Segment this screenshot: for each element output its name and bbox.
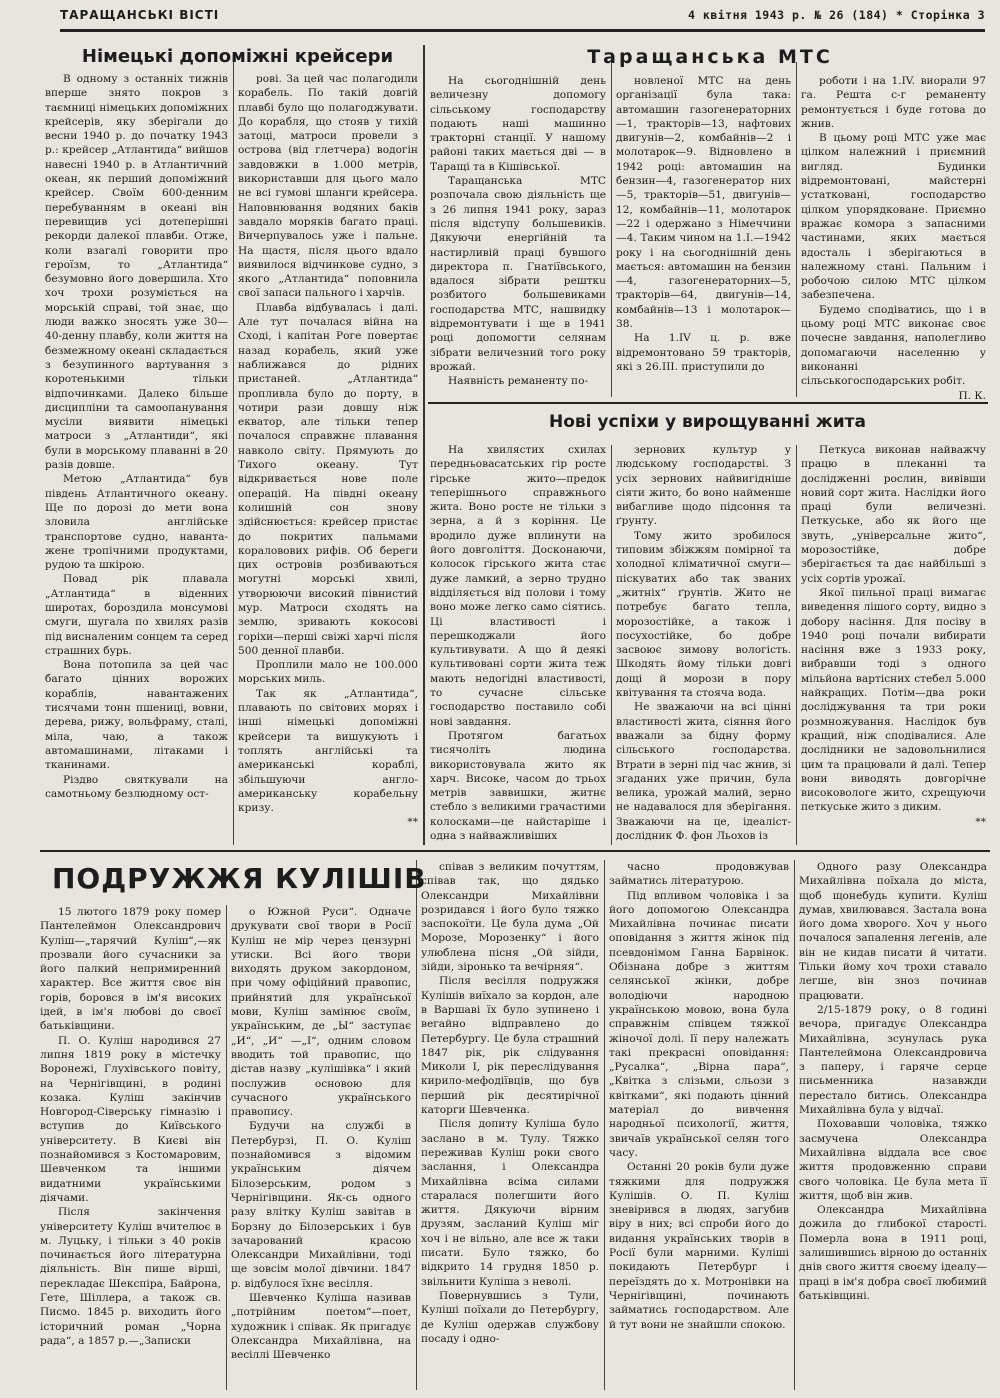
paragraph: 15 лютого 1879 року помер Пантелеймон Олександрович Куліш—„тарячий Куліш“,—як прозвали його сучасники за його палкий непримиренний характер. Все життя своє він горів, боровся в ім'я високих ідей, в ім'я любові до своєї батьківщини. — [40, 906, 221, 1033]
paragraph: В цьому році МТС уже має цілком належний і приємний вигляд. Будинки відремонтовані, майстерні устатковані, господарство цілком упорядковане. Приємно вражає комора з запасними частинами, яких мається вдосталь і зберігаються в належному стані. Пальним і робочою силою МТС цілком забезпечена. — [801, 132, 986, 302]
article-signature: ** — [407, 816, 418, 829]
paragraph: Якої пильної праці вимагає виведення лішого сорту, видно з добору насіння. Для посіву в 1940 році почали вибирати насіння вже з 1933 року, вибравши тоді з одного мільйона вартісних стебел 5.000 найкращих. Потім—два роки досліджування та три роки розмножування. Наслідок був кращий, ніж сподівалися. Але дослідники не задовольнилися цим та працювали й далі. Тепер вони виводять довгорічне високовологе жито, схрещуючи петкуське жито з диким. — [801, 586, 986, 814]
paragraph: Шевченко Куліша називав „потрійним поетом“—поет, художник і співак. Як пригадує Олександра Михайлівна, на весіллі Шевченко — [231, 1292, 411, 1362]
rye-column-3 — [801, 443, 986, 848]
article-title-mts: Таращанська МТС — [587, 46, 833, 68]
column-rule — [233, 60, 234, 845]
section-divider — [40, 850, 990, 852]
mts-column-2 — [616, 74, 791, 399]
paragraph: Після допиту Куліша було заслано в м. Тулу. Тяжко переживав Куліш роки свого заслання, і Олександра Михайлівна всіма силами старалася полегшити його життя. Дякуючи вірним друзям, засланий Куліш міг хоч і не вільно, але все ж таки писати. Було тяжко, бо відкрито 14 грудня 1850 р. звільнити Куліша з неволі. — [421, 1118, 599, 1288]
paragraph: На сьогоднішній день величезну допомогу сільському господарству подають наші машинно тракторні станції. У нашому районі таких мається дві — в Таращі та в Кішівської. — [430, 75, 606, 173]
paragraph: Будемо сподіватись, що і в цьому році МТС виконає своє почесне завдання, наполегливо допомагаючи населенню у виконанні сільськогосподарських робіт. — [801, 303, 986, 388]
paragraph: Олександра Михайлівна дожила до глибокої старості. Померла вона в 1911 році, залишившись вірною до останніх днів свого життя своєму ідеалу—праці в ім'я добра своєї любимий батьківщині. — [799, 1204, 987, 1302]
section-divider — [428, 402, 988, 404]
paragraph: Не зважаючи на всі цінні властивості жита, сіяння його вважали за бідну форму сільського господарства. Втрати в зерні під час жнив, зі згаданих уже причин, була велика, урожай малий, зерно не надавалося для зберігання. Зважаючи на це, ідеаліст-дослідник Ф. фон Льохов із — [616, 701, 791, 843]
paragraph: Поховавши чоловіка, тяжко засмучена Олександра Михайлівна віддала все своє життя продовженню справи свого чоловіка. Це була мета її життя, щоб він жив. — [799, 1118, 987, 1202]
kulish-column-3 — [421, 860, 599, 1393]
paragraph: Метою „Атлантида“ був південь Атлантичного океану. Ще по дорозі до мети вона зловила англійське транспортове судно, навантажене тропічними продуктами, рудою та шкірою. — [45, 473, 228, 572]
paragraph: 2/15-1879 року, о 8 годині вечора, пригадує Олександра Михайлівна, зсунулась рука Пантелеймона Олександровича з паперу, і гаряче серце письменника назавжди перестало битись. Олександра Михайлівна була у відчаї. — [799, 1003, 987, 1117]
newspaper-name: ТАРАЩАНСЬКІ ВІСТІ — [60, 8, 220, 22]
paragraph: Наявність реманенту по- — [448, 375, 589, 388]
article-title-cruisers: Німецькі допоміжні крейсери — [81, 46, 394, 67]
kulish-column-4 — [609, 860, 789, 1393]
mts-column-3 — [801, 74, 986, 399]
paragraph: роботи і на 1.IV. виорали 97 га. Решта с-г реманенту ремонтується і буде готова до жнив. — [801, 75, 986, 130]
paragraph: На 1.IV ц. р. вже відремонтовано 59 тракторів, які з 26.III. приступили до — [616, 332, 791, 373]
paragraph: Повернувшись з Тули, Куліші поїхали до Петербургу, де Куліш одержав службову посаду і одно- — [421, 1289, 599, 1345]
paragraph: Повад рік плавала „Атлантида“ в віденних широтах, бороздила монсумові смуги, шугала по хвилях разів під висналеним сонцем та серед страшних бурь. — [45, 573, 228, 657]
column-rule — [416, 860, 417, 1390]
paragraph: часно продовжував займатись літературою. — [609, 861, 789, 888]
kulish-column-2 — [231, 905, 411, 1393]
column-rule — [604, 860, 605, 1390]
column-rule — [611, 445, 612, 845]
article-title-kulish: ПОДРУЖЖЯ КУЛІШІВ — [52, 862, 427, 895]
paragraph: На хвилястих схилах передньовасатських гір росте гірське жито—предок теперішнього справжнього жита. Воно росте не тільки з зерна, а й з коріння. Це вродило дуже вплинути на його довголіття. Досконаючи, колосок гірського жита стає дуже ламкий, а зерно трудно відділяється від полови і тому воно може легко само сіятись. Ці властивості і перешкоджали його культивувати. А що й деякі культивовані сорти жита теж мають недогідні властивості, то сучасне сільське господарство поставило собі нові завдання. — [430, 444, 606, 728]
paragraph: В одному з останніх тижнів вперше знято покров з таємниці німецьких допоміжних крейсерів, яку зберігали до весни 1940 р. до початку 1943 р.: крейсер „Атлантида“ вийшов навесні 1940 р. в Атлантичний океан, як перший допоміжний крейсер. Своїм 600-денним перебуванням в океані він перевищив усі дотеперішні рекорди далекої плавби. Отже, коли взагалі говорити про героїзм, то „Атлантида“ безумовно його довершила. Хто хоч трохи розуміється на морській справі, той знає, що люди важко зносять уже 30—40-денну плавбу, коли життя на безмежному океані складається з безупинного вартування з коротенькими тільки відпочинками. Далеко більше дисципліни та самоопанування мусіли виявити німецькі матроси з „Атлантиди“, які були в морському плаванні в 20 разів довше. — [45, 73, 228, 472]
paragraph: Після весілля подружжя Кулішів виїхало за кордон, але в Варшаві їх було зупинено і вегайно відправлено до Петербургу. Це була страшний 1847 рік, рік слідування Миколи I, рік переслідування кирило-мефодіївців, що був перший рік десятирічної каторги Шевченка. — [421, 975, 599, 1117]
paragraph: новленої МТС на день організації була така: автомашин газогенераторних—1, тракторів—13, нафтових двигунів—2, комбайнів—2 і молотарок—9. Відновлено в 1942 році: автомашин на бензин—4, газогенератор них—5, тракторів—51, двигунів—12, комбайнів—11, молотарок—22 і одержано з Німеччини—4. Таким чином на 1.I.—1942 року і на сьогоднішній день мається: автомашин на бензин—4, газогенераторних—5, тракторів—64, двигунів—14, комбайнів—13 і молотарок—38. — [616, 75, 791, 331]
paragraph: Різдво святкували на самотньому безлюдному ост- — [45, 773, 228, 800]
paragraph: Так як „Атлантида“, плавають по світових морях і інші німецькі допоміжні крейсери та вишукують і топлять англійські та американські кораблі, збільшуючи англо-американську корабельну кризу. — [238, 687, 418, 815]
paragraph: Плавба відбувалась і далі. Але тут почалася війна на Сході, і капітан Роге повертає назад корабель, який уже наближався до рідних пристаней. „Атлантида“ пропливла було до порту, в чотири рази довшу ніж екватор, але тільки тепер почалося справжнє плавання навколо світу. Прямують до Тихого океану. Тут відкривається нове поле операцій. На півдні океану колишній сон знову здійснюється: крейсер пристає до покритих пальмами кораловових рифів. Об береги цих островів розбиваються могутні морські хвилі, утворюючи високий півнистий мур. Матроси сходять на землю, зривають кокосові горіхи—перші свіжі харчі після 500 денної плавби. — [238, 301, 418, 657]
cruisers-column-1 — [45, 72, 228, 850]
column-rule — [611, 62, 612, 397]
paragraph: Вона потопила за цей час багато цінних ворожих кораблів, навантажених тисячами тонн пшениці, вовни, дерева, рижу, вольфраму, сталі, міла, чаю, а також автомашинами, літаками і тканинами. — [45, 659, 228, 772]
cruisers-column-2 — [238, 72, 418, 850]
column-rule — [226, 905, 227, 1390]
paragraph: Після закінчення університету Куліш вчителює в м. Луцьку, і тільки з 40 років починається його літературна діяльність. Він пише вірші, перекладає Шекспіра, Байрона, Гете, Шіллера, а також св. Писмо. 1845 р. виходить його історичний роман „Чорна рада“, а 1857 р.—„Записки — [40, 1206, 221, 1347]
page-header — [60, 8, 985, 32]
section-rule — [423, 45, 425, 845]
kulish-column-1 — [40, 905, 221, 1393]
paragraph: П. О. Куліш народився 27 липня 1819 року в містечку Воронежі, Глухівського повіту, на Чернігівщині, в родині козака. Куліш закінчив Новгород-Сіверську гімназію і вступив до Київського університету. В Києві він познайомився з Костомаровим, Шевченком та іншими видатними українськими діячами. — [40, 1034, 221, 1204]
paragraph: о Южной Руси“. Одначе друкувати свої твори в Росії Куліш не мір через цензурні утиски. Всі його твори виходять друком закордоном, при чому офіційний правопис, прийнятий для української мови, Куліш замінює своїм, українським, де „Ы“ заступає „И“, „И“ —„І“, одним словом вводить той правопис, що дістав назву „кулішівка“ і який послужив основою для сучасного українського правопису. — [231, 906, 411, 1119]
mts-column-1 — [430, 74, 606, 399]
column-rule — [794, 860, 795, 1390]
paragraph: Будучи на службі в Петербурзі, П. О. Куліш познайомився з відомим українським діячем Білозерським, родом з Чернігівщини. Як-сь одного разу влітку Куліш завітав в Борзну до Білозерських і був зачарований красою Олександри Михайлівни, тоді ще зовсім молої дівчини. 1847 р. відбулося їхнє весілля. — [231, 1120, 411, 1290]
article-signature: ** — [975, 815, 986, 828]
paragraph: Останні 20 років були дуже тяжкими для подружжя Кулішів. О. П. Куліш зневірився в людях, загубив віру в них; всі спроби його до видання українських творів в Росії були марними. Куліші покидають Петербург і переїздять до х. Мотронівки на Чернігівщині, починають займатись господарством. Але й тут вони не знайшли спокою. — [609, 1161, 789, 1331]
column-rule — [796, 445, 797, 845]
paragraph: Протягом багатьох тисячоліть людина використовувала жито як харч. Високе, часом до трьох метрів заввишки, житнє стебло з великими грачастими колосками—це найстаріше і одна з найважливіших — [430, 729, 606, 843]
article-title-rye: Нові успіхи у вирощуванні жита — [549, 412, 866, 432]
kulish-column-5 — [799, 860, 987, 1393]
paragraph: Таращанська МТС розпочала свою діяльність ще з 26 липня 1941 року, зараз після відступу большевиків. Дякуючи енергійній та настирливій праці бувшого директора п. Гнатіївського, вдалося зібрати решткu розбитого большевиками господарства МТС, нашвидку відремонтувати і ще в 1941 році допомогти селянам зібрати величезний того року врожай. — [430, 175, 606, 373]
column-rule — [796, 62, 797, 397]
paragraph: рові. За цей час полагодили корабель. По такій довгій плавбі було що полагоджувати. До корабля, що стояв у тихій затоці, матроси провели з острова (від глетчера) водогін завдовжки в 1.000 метрів, використавши для цього мало не всі гумові шланги крейсера. Наповнювання водяних баків завдало моряків багато праці. Вичерпувалось уже і пальне. На щастя, після цього вдало виявилося відчинкове судно, з якого „Атлантида“ поповнила свої запаси пального і харчів. — [238, 73, 418, 300]
paragraph: Петкуса виконав найважчу працю в плеканні та дослідженні рослин, вивівши новий сорт жита. Наслідки його праці були величезні. Петкуське, або як його ще звуть, „універсальне жито“, морозостійке, добре зберігається та дає найбільші з усіх сортів урожаї. — [801, 444, 986, 585]
paragraph: співав з великим почуттям, співав так, що дядько Олександри Михайлівни розридався і його було тяжко заспокоїти. Це була дума „Ой Морозе, Морозенку“ і його улюблена пісня „Ой зійди, зійди, зіронько та вечірняя“. — [421, 861, 599, 974]
paragraph: Тому жито зробилося типовим збіжжям помірної та холодної кліматичної смуги—піскуватих або так званих „житніх“ ґрунтів. Жито не потребує багато тепла, морозостійке, а також і посухостійке, бо добре засвоює зимову вологість. Шкодять йому тільки довгі дощі й морози в пору квітування та стояча вода. — [616, 529, 791, 700]
article-signature: П. К. — [958, 389, 986, 399]
paragraph: Проплили мало не 100.000 морських миль. — [238, 659, 418, 686]
rye-column-2 — [616, 443, 791, 848]
paragraph: Під впливом чоловіка і за його допомогою Олександра Михайлівна починає писати оповідання з життя жінок під псевдонімом Ганна Барвінок. Обізнана добре з життям селянської жінки, добре володіючи народною українською мовою, вона була справжнім співцем тяжкої жіночої долі. Ії перу належать такі прекрасні оповідання: „Русалка“, „Вірна пара“, „Квітка з слізьми, сльози з квітками“, які подають цінний матеріал до вивчення народньої психології, життя, звичаїв української селян того часу. — [609, 889, 789, 1159]
paragraph: зернових культур у людському господарстві. З усіх зернових найвигідніше сіяти жито, бо воно найменше вибагливе щодо підсоння та ґрунту. — [616, 444, 791, 528]
rye-column-1 — [430, 443, 606, 848]
paragraph: Одного разу Олександра Михайлівна поїхала до міста, щоб щонебудь купити. Куліш думав, хвилювався. Застала вона його дома хворого. Хоч у нього почалося запалення легенів, але він не кидав писати й читати. Тільки йому хоч трохи ставало легше, він зноз починав працювати. — [799, 861, 987, 1002]
issue-info: 4 квітня 1943 р. № 26 (184) * Сторінка 3 — [688, 8, 985, 22]
